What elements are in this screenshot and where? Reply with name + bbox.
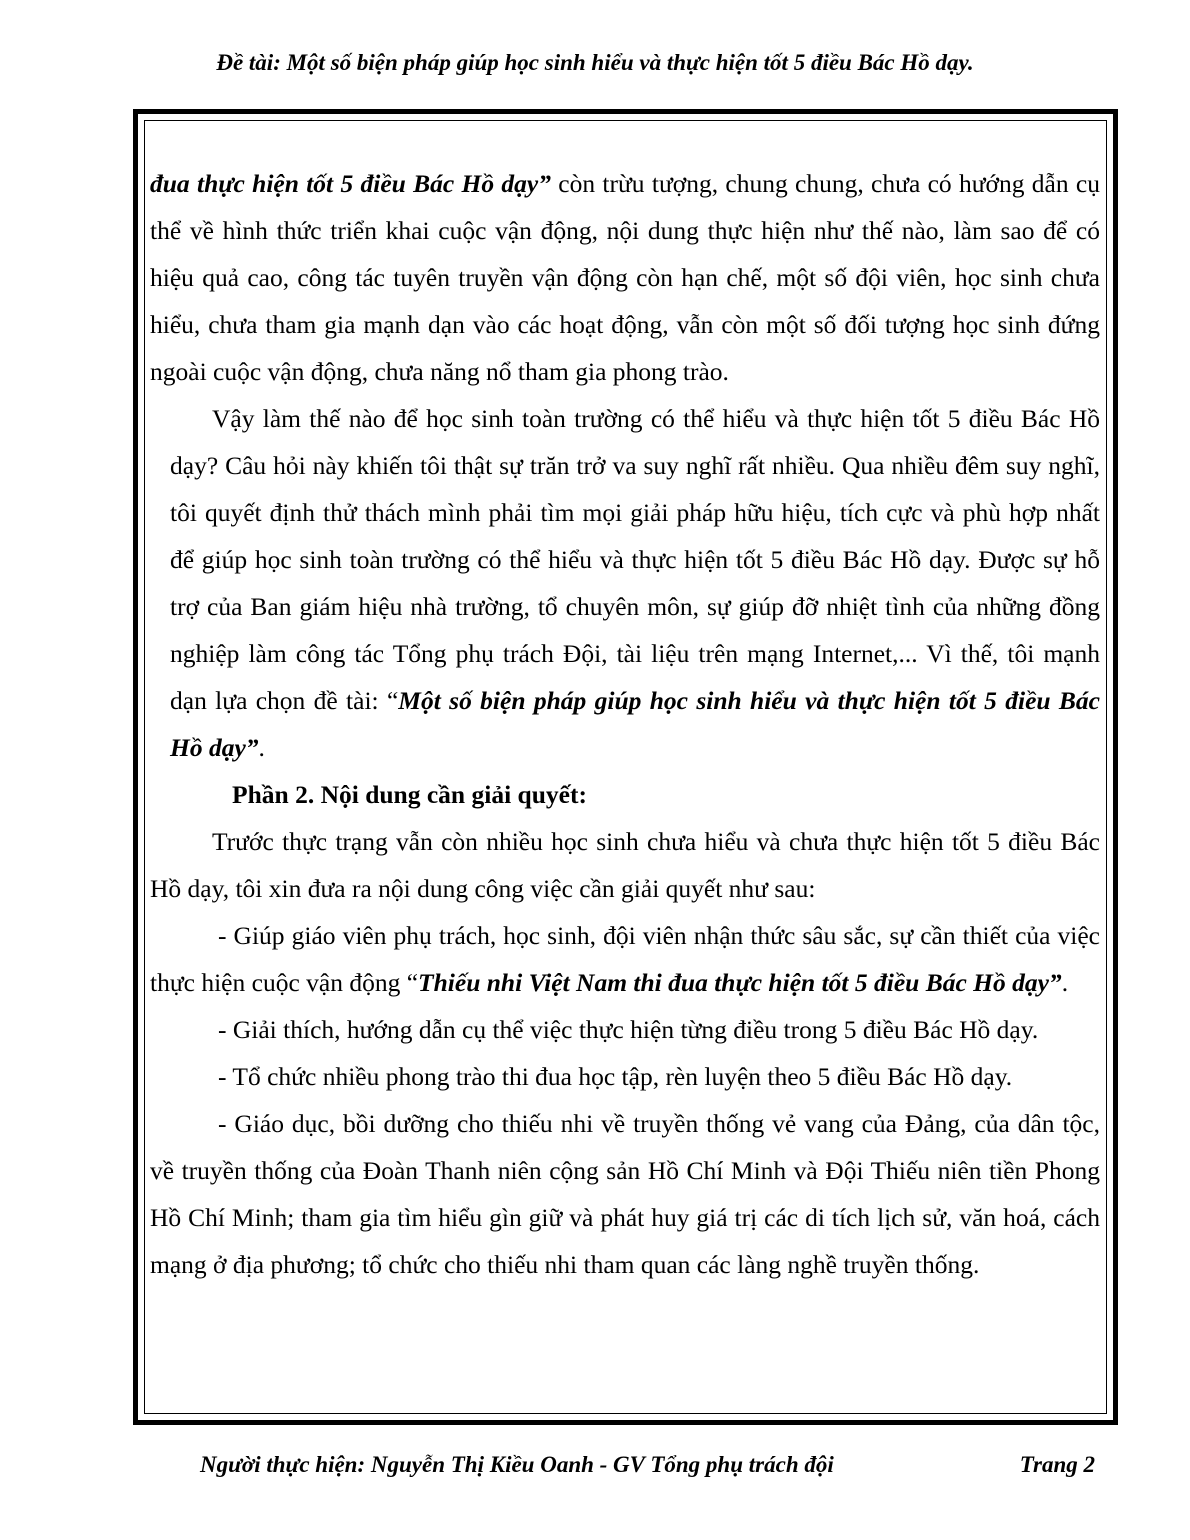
bullet-1-text: - Giúp giáo viên phụ trách, học sinh, đội viên nhận thức sâu sắc, sự cần thiết của việc thực hiện cuộc vận động “ bbox=[150, 921, 1100, 997]
footer-page-number: Trang 2 bbox=[1019, 1452, 1095, 1477]
footer-author: Người thực hiện: Nguyễn Thị Kiều Oanh - GV Tổng phụ trách đội bbox=[200, 1452, 834, 1477]
section-heading: Phần 2. Nội dung cần giải quyết: bbox=[232, 780, 587, 809]
paragraph-3: Trước thực trạng vẫn còn nhiều học sinh chưa hiểu và chưa thực hiện tốt 5 điều Bác Hồ dạy, tôi xin đưa ra nội dung công việc cần giải quyết như sau: bbox=[150, 827, 1100, 903]
document-body bbox=[150, 160, 1100, 1288]
bullet-1 bbox=[150, 912, 1100, 1006]
bullet-1-bold: Thiếu nhi Việt Nam thi đua thực hiện tốt 5 điều Bác Hồ dạy” bbox=[418, 968, 1062, 997]
paragraph-2-end: . bbox=[258, 733, 265, 762]
paragraph-2-text: Vậy làm thế nào để học sinh toàn trường có thể hiểu và thực hiện tốt 5 điều Bác Hồ dạy? Câu hỏi này khiến tôi thật sự trăn trở va suy nghĩ rất nhiều. Qua nhiều đêm suy nghĩ, tôi quyết định thử thách mình phải tìm mọi giải pháp hữu hiệu, tích cực và phù hợp nhất để giúp học sinh toàn trường có thể hiểu và thực hiện tốt 5 điều Bác Hồ dạy. Được sự hỗ trợ của Ban giám hiệu nhà trường, tổ chuyên môn, sự giúp đỡ nhiệt tình của những đồng nghiệp làm công tác Tổng phụ trách Đội, tài liệu trên mạng Internet,... Vì thế, tôi mạnh dạn lựa chọn đề tài: “ bbox=[170, 404, 1100, 715]
bullet-4: - Giáo dục, bồi dưỡng cho thiếu nhi về truyền thống vẻ vang của Đảng, của dân tộc, về truyền thống của Đoàn Thanh niên cộng sản Hồ Chí Minh và Đội Thiếu niên tiền Phong Hồ Chí Minh; tham gia tìm hiểu gìn giữ và phát huy giá trị các di tích lịch sử, văn hoá, cách mạng ở địa phương; tổ chức cho thiếu nhi tham quan các làng nghề truyền thống. bbox=[150, 1109, 1100, 1279]
paragraph-2-title: Một số biện pháp giúp học sinh hiểu và thực hiện tốt 5 điều Bác Hồ dạy” bbox=[170, 686, 1100, 762]
bullet-1-end: . bbox=[1061, 968, 1069, 997]
bullet-2: - Giải thích, hướng dẫn cụ thể việc thực hiện từng điều trong 5 điều Bác Hồ dạy. bbox=[218, 1015, 1039, 1044]
page-header-title: Đề tài: Một số biện pháp giúp học sinh hiểu và thực hiện tốt 5 điều Bác Hồ dạy. bbox=[216, 50, 974, 75]
paragraph-1-bold-start: đua thực hiện tốt 5 điều Bác Hồ dạy” bbox=[150, 169, 551, 198]
page-footer bbox=[200, 1452, 1095, 1478]
bullet-3: - Tổ chức nhiều phong trào thi đua học tập, rèn luyện theo 5 điều Bác Hồ dạy. bbox=[218, 1062, 1013, 1091]
paragraph-2 bbox=[150, 395, 1100, 771]
paragraph-1-text: còn trừu tượng, chung chung, chưa có hướng dẫn cụ thể về hình thức triển khai cuộc vận động, nội dung thực hiện như thế nào, làm sao để có hiệu quả cao, công tác tuyên truyền vận động còn hạn chế, một số đội viên, học sinh chưa hiểu, chưa tham gia mạnh dạn vào các hoạt động, vẫn còn một số đối tượng học sinh đứng ngoài cuộc vận động, chưa năng nổ tham gia phong trào. bbox=[150, 169, 1100, 386]
paragraph-1 bbox=[150, 160, 1100, 395]
